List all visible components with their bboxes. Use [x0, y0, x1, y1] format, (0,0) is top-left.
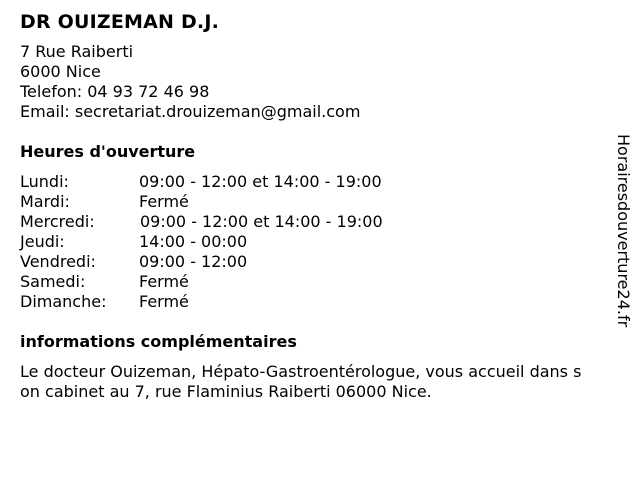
day-hours: 09:00 - 12:00 et 14:00 - 19:00: [139, 172, 382, 191]
doctor-card: [20, 10, 625, 470]
additional-info-heading: informations complémentaires: [20, 332, 297, 351]
hours-row-jeudi: [20, 232, 625, 252]
hours-row-mardi: [20, 192, 625, 212]
doctor-name: DR OUIZEMAN D.J.: [20, 11, 220, 33]
info-line: on cabinet au 7, rue Flaminius Raiberti 06000 Nice.: [20, 382, 432, 401]
info-line: Le docteur Ouizeman, Hépato-Gastroentérologue, vous accueil dans s: [20, 362, 582, 381]
hours-row-samedi: [20, 272, 625, 292]
day-label: Samedi:: [20, 272, 86, 291]
day-label: Lundi:: [20, 172, 69, 191]
day-hours: Fermé: [139, 192, 189, 211]
day-label: Dimanche:: [20, 292, 107, 311]
day-label: Vendredi:: [20, 252, 96, 271]
opening-hours-heading: Heures d'ouverture: [20, 142, 196, 161]
street-address: 7 Rue Raiberti: [20, 42, 134, 61]
day-label: Jeudi:: [20, 232, 65, 251]
hours-row-mercredi: [20, 212, 625, 232]
day-hours: Fermé: [139, 292, 189, 311]
day-hours: Fermé: [139, 272, 189, 291]
opening-hours-table: [20, 172, 625, 312]
address-block: [20, 42, 625, 122]
email: Email: secretariat.drouizeman@gmail.com: [20, 102, 361, 121]
day-hours: 09:00 - 12:00: [139, 252, 248, 271]
day-hours: 14:00 - 00:00: [139, 232, 248, 251]
hours-row-lundi: [20, 172, 625, 192]
day-hours: 09:00 - 12:00 et 14:00 - 19:00: [140, 212, 383, 231]
city: 6000 Nice: [20, 62, 101, 81]
site-watermark: Horairesdouverture24.fr: [614, 134, 633, 328]
additional-info-text: [20, 362, 625, 402]
phone: Telefon: 04 93 72 46 98: [20, 82, 210, 101]
hours-row-vendredi: [20, 252, 625, 272]
hours-row-dimanche: [20, 292, 625, 312]
day-label: Mardi:: [20, 192, 70, 211]
day-label: Mercredi:: [20, 212, 95, 231]
